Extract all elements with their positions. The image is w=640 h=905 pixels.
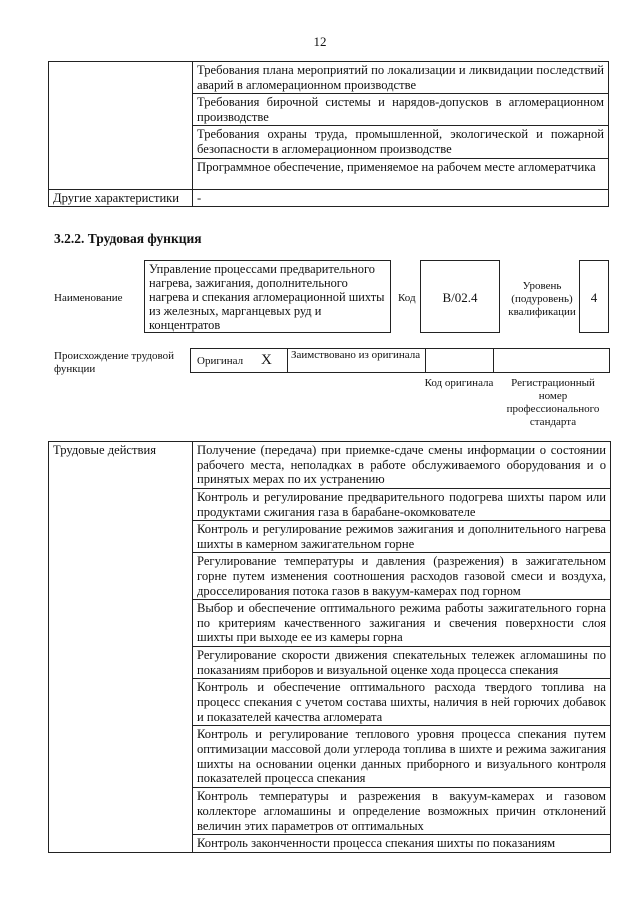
divider [425, 349, 426, 372]
labor-action: Контроль и регулирование теплового уровня процесса спекания путем оптимизации массовой доли углерода топлива в шихте и режима зажигания шихты на основании оценки данных приборного и визуального контроля показателей процесса спекания [193, 726, 611, 788]
labor-action: Регулирование температуры и давления (разрежения) в зажигательном горне путем изменения соотношения расходов газовой смеси и воздуха, дросселирования потока газов в вакуум-камерах под горном [193, 553, 611, 600]
other-characteristics-value: - [193, 189, 609, 207]
labor-action: Контроль и регулирование предварительного подогрева шихты паром или продуктами сжигания газа в барабане-окомкователе [193, 489, 611, 521]
section-title: 3.2.2. Трудовая функция [54, 231, 202, 246]
level-label: Уровень (подуровень) квалификации [508, 280, 576, 318]
knowledge-item: Программное обеспечение, применяемое на рабочем месте агломератчика [193, 158, 609, 189]
function-code: В/02.4 [420, 260, 500, 333]
divider [493, 349, 494, 372]
labor-action: Контроль температуры и разрежения в вакуум-камерах и газовом коллекторе агломашины и определение возможных причин отклонений величин этих параметров от оптимальных [193, 788, 611, 835]
labor-action: Контроль и обеспечение оптимального расхода твердого топлива на процесс спекания с учетом состава шихты, наличия в ней горючих добавок и показателей качества агломерата [193, 679, 611, 726]
reg-number-caption: Регистрационный номер профессионального стандарта [506, 377, 600, 428]
labor-action: Получение (передача) при приемке-сдаче смены информации о состоянии рабочего места, неполадках в работе обслуживаемого оборудования и о принятых мерах по их устранению [193, 442, 611, 489]
knowledge-item: Требования охраны труда, промышленной, экологической и пожарной безопасности в агломерационном производстве [193, 126, 609, 158]
origin-label: Происхождение трудовой функции [54, 350, 175, 375]
function-name: Управление процессами предварительного нагрева, зажигания, дополнительного нагрева и спекания агломерационной шихты из железных, марганцевых руд и концентратов [144, 260, 391, 333]
code-label: Код [398, 292, 416, 304]
original-label: Оригинал [197, 355, 244, 367]
labor-actions-table [48, 441, 611, 853]
characteristics-table [48, 61, 609, 207]
original-mark: X [261, 352, 272, 368]
empty-label-cell [49, 62, 193, 190]
name-label: Наименование [54, 292, 123, 304]
origin-table [190, 348, 610, 373]
labor-action: Контроль и регулирование режимов зажигания и дополнительного нагрева шихты в камерном зажигательном горне [193, 521, 611, 553]
labor-actions-label: Трудовые действия [49, 442, 193, 853]
level-value: 4 [579, 260, 609, 333]
labor-action: Выбор и обеспечение оптимального режима работы зажигательного горна по критериям качественного зажигания и свечения поверхности слоя шихты при выходе ее из камеры горна [193, 600, 611, 647]
labor-action: Контроль законченности процесса спекания шихты по показаниям [193, 835, 611, 853]
knowledge-item: Требования бирочной системы и нарядов-допусков в агломерационном производстве [193, 94, 609, 126]
labor-action: Регулирование скорости движения спекательных тележек агломашины по показаниям приборов и визуальной оценке хода процесса спекания [193, 647, 611, 679]
knowledge-item: Требования плана мероприятий по локализации и ликвидации последствий аварий в агломерационном производстве [193, 62, 609, 94]
other-characteristics-label: Другие характеристики [49, 189, 193, 207]
code-original-caption: Код оригинала [424, 377, 494, 389]
borrowed-label: Заимствовано из оригинала [291, 349, 421, 361]
page-number: 12 [313, 34, 327, 49]
original-cell [191, 349, 288, 372]
